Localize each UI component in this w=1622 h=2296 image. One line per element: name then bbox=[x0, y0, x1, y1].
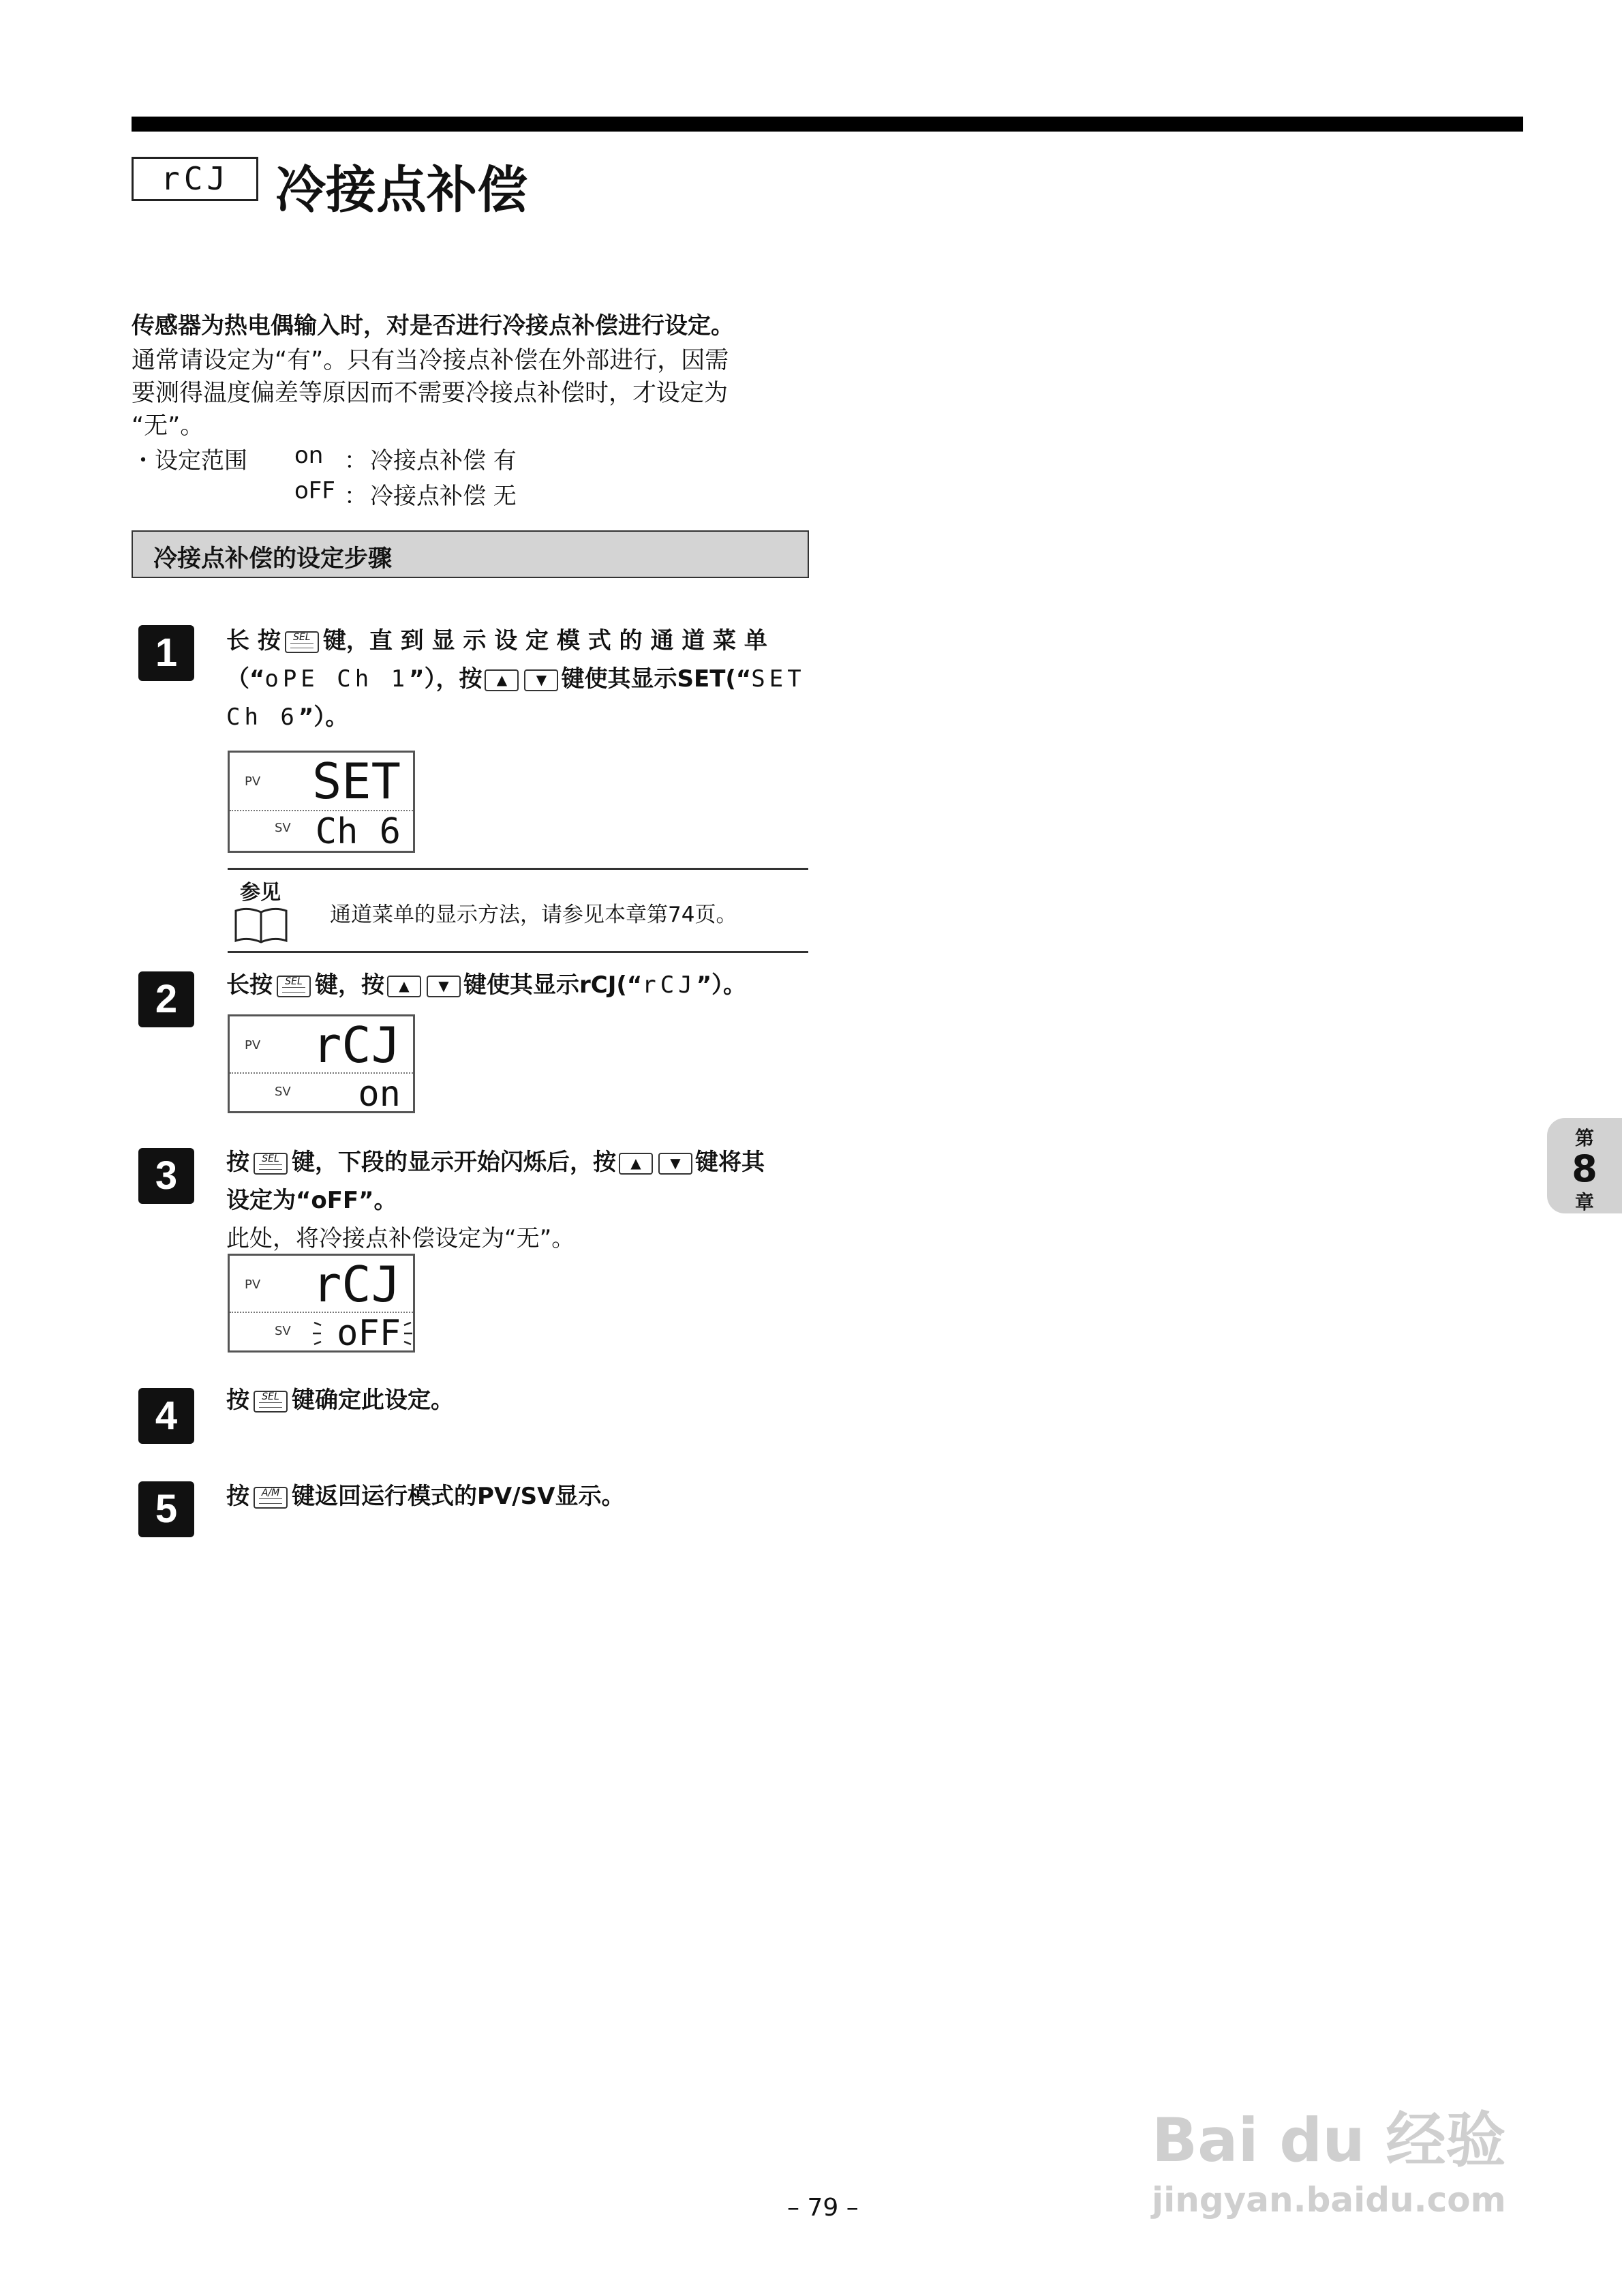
am-key-icon: A/M bbox=[254, 1487, 288, 1509]
step-4-text: 按 SEL 键确定此设定。 bbox=[226, 1387, 454, 1414]
down-key-icon: ▼ bbox=[658, 1153, 692, 1175]
chapter-number: 8 bbox=[1572, 1147, 1597, 1190]
range-sep: ： bbox=[344, 483, 367, 510]
step-note: 此处，将冷接点补偿设定为“无”。 bbox=[226, 1225, 575, 1252]
up-key-icon: ▲ bbox=[485, 669, 519, 691]
reference-label: 参见 bbox=[240, 881, 281, 905]
step-3-text: 按 SEL 键，下段的显示开始闪烁后，按 ▲ ▼ 键将其 设定为“oFF”。 此处，将冷接点补偿设定为“无”。 bbox=[226, 1143, 765, 1258]
intro-line: 要测得温度偏差等原因而不需要冷接点补偿时，才设定为 bbox=[132, 380, 729, 407]
range-desc-on: 冷接点补偿 有 bbox=[370, 447, 517, 474]
step-number: 4 bbox=[138, 1388, 194, 1444]
lcd-display bbox=[228, 1014, 415, 1113]
reference-text: 通道菜单的显示方法，请参见本章第74页。 bbox=[330, 903, 737, 927]
blink-marks-icon bbox=[311, 1316, 414, 1351]
up-key-icon: ▲ bbox=[387, 976, 421, 997]
sv-label: SV bbox=[275, 1085, 291, 1099]
step-number: 1 bbox=[138, 625, 194, 681]
sel-key-icon: SEL bbox=[254, 1391, 288, 1413]
top-rule bbox=[132, 117, 1523, 132]
down-key-icon: ▼ bbox=[524, 669, 558, 691]
sv-value: on bbox=[358, 1074, 401, 1115]
sv-value-blinking: oFF bbox=[337, 1313, 401, 1354]
intro-paragraph bbox=[132, 344, 820, 442]
inline-display: oPE Ch 1 bbox=[264, 665, 410, 693]
step-1-text: 长 按 SEL 键，直 到 显 示 设 定 模 式 的 通 道 菜 单 （“oPE Ch 1”），按 ▲ ▼ 键使其显示SET(“SET Ch 6”）。 bbox=[226, 627, 806, 731]
step-5-text: 按 A/M 键返回运行模式的PV/SV显示。 bbox=[226, 1483, 625, 1510]
range-value-off: oFF bbox=[294, 477, 335, 504]
intro-line: “无”。 bbox=[132, 412, 204, 440]
sv-label: SV bbox=[275, 1324, 291, 1338]
range-sep: ： bbox=[344, 447, 367, 474]
book-icon bbox=[233, 905, 289, 943]
page-number: – 79 – bbox=[787, 2194, 859, 2222]
watermark-brand: Bai du 经验 bbox=[1152, 2105, 1506, 2175]
page-title: 冷接点补偿 bbox=[275, 161, 527, 220]
inline-display: SET bbox=[751, 665, 806, 693]
inline-display: Ch 6 bbox=[226, 704, 299, 731]
up-key-icon: ▲ bbox=[619, 1153, 653, 1175]
sv-value: Ch 6 bbox=[315, 811, 401, 852]
intro-line: 通常请设定为“有”。只有当冷接点补偿在外部进行，因需 bbox=[132, 347, 729, 374]
step-2-text: 长按 SEL 键，按 ▲ ▼ 键使其显示rCJ(“rCJ”）。 bbox=[226, 971, 747, 999]
code-display-box bbox=[132, 157, 258, 201]
sel-key-icon: SEL bbox=[285, 631, 319, 653]
code-display: rCJ bbox=[161, 160, 230, 197]
pv-label: PV bbox=[245, 1278, 261, 1292]
sel-key-icon: SEL bbox=[254, 1153, 288, 1175]
watermark-url: jingyan.baidu.com bbox=[1152, 2180, 1506, 2220]
down-key-icon: ▼ bbox=[427, 976, 461, 997]
sv-label: SV bbox=[275, 821, 291, 835]
range-value-on: on bbox=[294, 442, 324, 469]
inline-display: rCJ bbox=[642, 971, 697, 999]
chapter-tab-top: 第 bbox=[1574, 1127, 1594, 1149]
step-number: 5 bbox=[138, 1481, 194, 1537]
chapter-tab bbox=[1547, 1118, 1622, 1213]
intro-bold-line: 传感器为热电偶输入时，对是否进行冷接点补偿进行设定。 bbox=[132, 312, 734, 339]
pv-value: rCJ bbox=[311, 1016, 401, 1074]
divider bbox=[228, 951, 808, 953]
pv-label: PV bbox=[245, 774, 261, 789]
pv-value: SET bbox=[311, 753, 401, 810]
range-desc-off: 冷接点补偿 无 bbox=[370, 483, 517, 510]
pv-label: PV bbox=[245, 1038, 261, 1053]
divider bbox=[228, 868, 808, 870]
section-title: 冷接点补偿的设定步骤 bbox=[153, 545, 393, 573]
lcd-display bbox=[228, 751, 415, 853]
chapter-tab-bottom: 章 bbox=[1574, 1191, 1594, 1213]
section-header bbox=[132, 530, 809, 578]
sel-key-icon: SEL bbox=[277, 976, 311, 997]
step-number: 2 bbox=[138, 971, 194, 1027]
range-label: ・设定范围 bbox=[132, 447, 247, 474]
step-number: 3 bbox=[138, 1148, 194, 1204]
pv-value: rCJ bbox=[311, 1256, 401, 1313]
lcd-display bbox=[228, 1254, 415, 1353]
